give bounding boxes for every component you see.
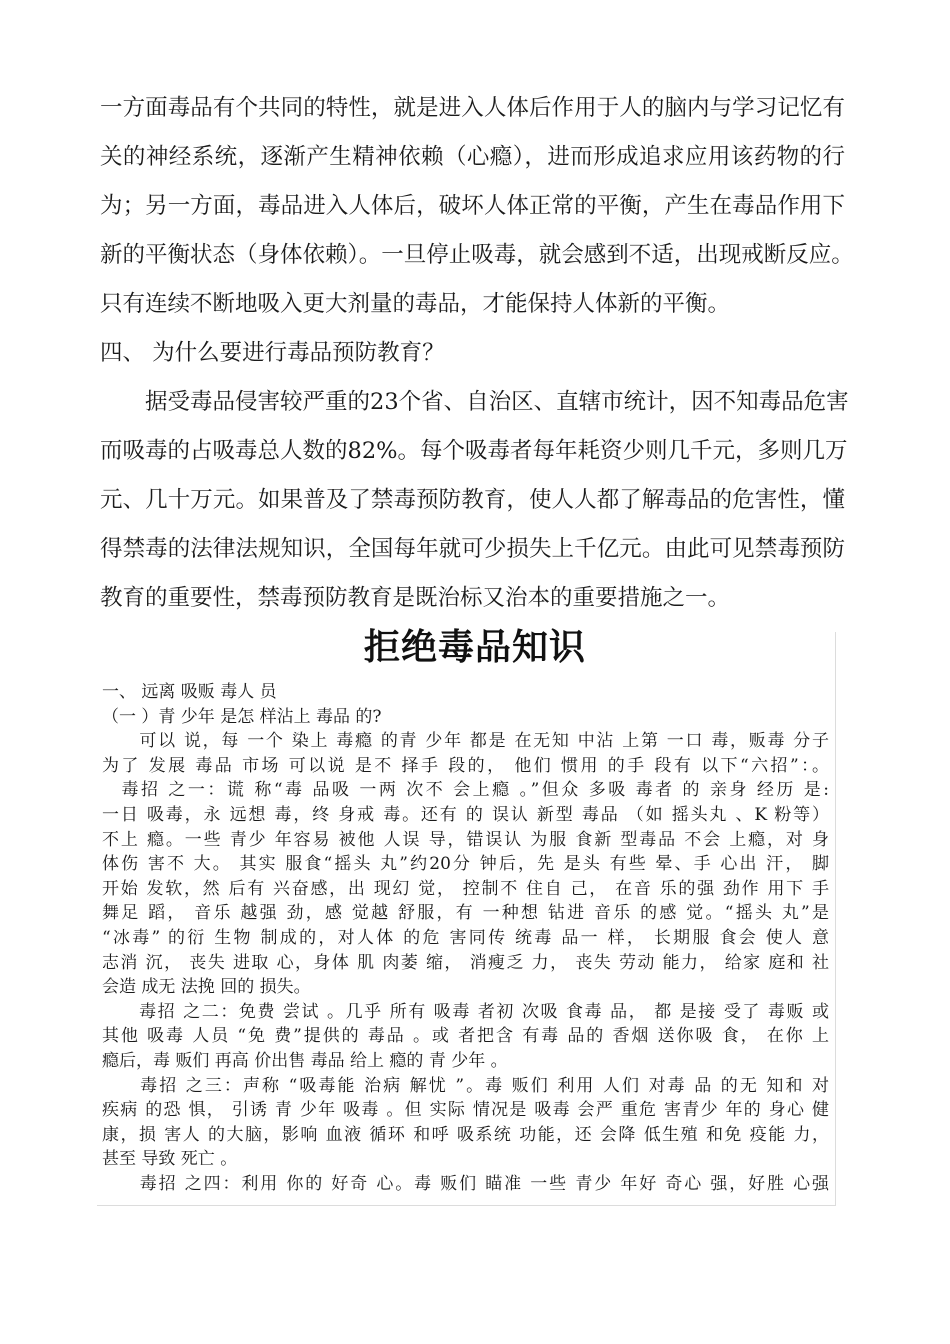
text-line: 只有连续不断地吸入更大剂量的毒品，才能保持人体新的平衡。 xyxy=(100,291,731,317)
text-line: 体伤 害不 大。 其实 服食“摇头 丸”约20分 钟后，先 是头 有些 晕、手 心出 汗， 脚 xyxy=(102,854,829,875)
text-line: 为了 发展 毒品 市场 可以说 是不 择手 段的， 他们 惯用 的手 段有 以下“六招”：。 xyxy=(102,755,829,776)
section-heading: 一、 远离 吸贩 毒人 员 xyxy=(102,682,277,702)
text-line: 为；另一方面，毒品进入人体后，破坏人体正常的平衡，产生在毒品作用下 xyxy=(100,193,845,219)
subsection-heading: （一 ）青 少年 是怎 样沾上 毒品 的? xyxy=(102,706,382,727)
text-line: 而吸毒的占吸毒总人数的82%。每个吸毒者每年耗资少则几千元，多则几万 xyxy=(100,438,848,464)
text-line: 不上 瘾。一些 青少 年容易 被他 人误 导，错误认 为服 食新 型毒品 不会 上瘾，对 身 xyxy=(102,829,829,850)
text-line: 甚至 导致 死亡 。 xyxy=(102,1149,238,1170)
text-line: 其他 吸毒 人员 “免 费”提供的 毒品 。或 者把含 有毒 品的 香烟 送你吸 食， 在你 上 xyxy=(102,1026,829,1047)
text-line: “冰毒” 的衍 生物 制成的，对人体 的危 害同传 统毒 品一 样， 长期服 食会 使人 意 xyxy=(102,927,829,948)
text-line: 开始 发软，然 后有 兴奋感，出 现幻 觉， 控制不 住自 己， 在音 乐的强 劲作 用下 手 xyxy=(102,878,829,899)
document-title: 拒绝毒品知识 xyxy=(363,627,586,668)
section-heading: 四、 为什么要进行毒品预防教育？ xyxy=(100,340,445,366)
text-line: 会造 成无 法挽 回的 损失。 xyxy=(102,977,311,998)
text-line: 康，损 害人 的大脑，影响 血液 循环 和呼 吸系统 功能，还 会降 低生殖 和免 疫能 力， xyxy=(102,1124,829,1145)
text-line: 毒招 之三：声称 “吸毒能 治病 解忧 ”。毒 贩们 利用 人们 对毒 品 的无 知和 对 xyxy=(102,1075,829,1096)
text-line: 毒招 之四：利用 你的 好奇 心。毒 贩们 瞄准 一些 青少 年好 奇心 强，好胜 心强 xyxy=(102,1173,829,1194)
text-line: 元、几十万元。如果普及了禁毒预防教育，使人人都了解毒品的危害性，懂 xyxy=(100,487,845,513)
text-line: 新的平衡状态（身体依赖）。一旦停止吸毒，就会感到不适，出现戒断反应。 xyxy=(100,242,854,268)
text-line: 毒招 之二：免费 尝试 。几乎 所有 吸毒 者初 次吸 食毒 品， 都 是接 受了 毒贩 或 xyxy=(102,1001,829,1022)
text-line: 毒招 之一：谎 称“毒 品吸 一两 次不 会上瘾 。”但众 多吸 毒者 的 亲身 经历 是: xyxy=(102,780,829,801)
text-line: 可以 说，每 一个 染上 毒瘾 的青 少年 都是 在无知 中沾 上第 一口 毒，贩毒 分子 xyxy=(102,731,829,752)
text-line: 瘾后，毒 贩们 再高 价出售 毒品 给上 瘾的 青 少年 。 xyxy=(102,1050,508,1071)
text-line: 舞足 蹈， 音乐 越强 劲，感 觉越 舒服，有 一种想 钻进 音乐 的感 觉。“摇头 丸”是 xyxy=(102,903,829,924)
lower-text xyxy=(102,680,829,1196)
upper-text xyxy=(100,84,854,623)
text-line: 疾病 的恐 惧， 引诱 青 少年 吸毒 。但 实际 情况是 吸毒 会严 重危 害青少 年的 身心 健 xyxy=(102,1100,829,1121)
text-line: 一方面毒品有个共同的特性，就是进入人体后作用于人的脑内与学习记忆有 xyxy=(100,95,845,121)
text-line: 志消 沉， 丧失 进取 心，身体 肌 肉萎 缩， 消瘦乏 力， 丧失 劳动 能力， 给家 庭和 社 xyxy=(102,952,829,973)
text-line: 关的神经系统，逐渐产生精神依赖（心瘾），进而形成追求应用该药物的行 xyxy=(100,144,845,170)
text-line: 得禁毒的法律法规知识，全国每年就可少损失上千亿元。由此可见禁毒预防 xyxy=(100,536,845,562)
text-line: 教育的重要性，禁毒预防教育是既治标又治本的重要措施之一。 xyxy=(100,585,731,611)
text-line: 一日 吸毒，永 远想 毒，终 身戒 毒。还有 的 误认 新型 毒品 （如 摇头丸 、K 粉等） xyxy=(102,804,829,825)
text-line: 据受毒品侵害较严重的23个省、自治区、直辖市统计，因不知毒品危害 xyxy=(100,389,849,415)
